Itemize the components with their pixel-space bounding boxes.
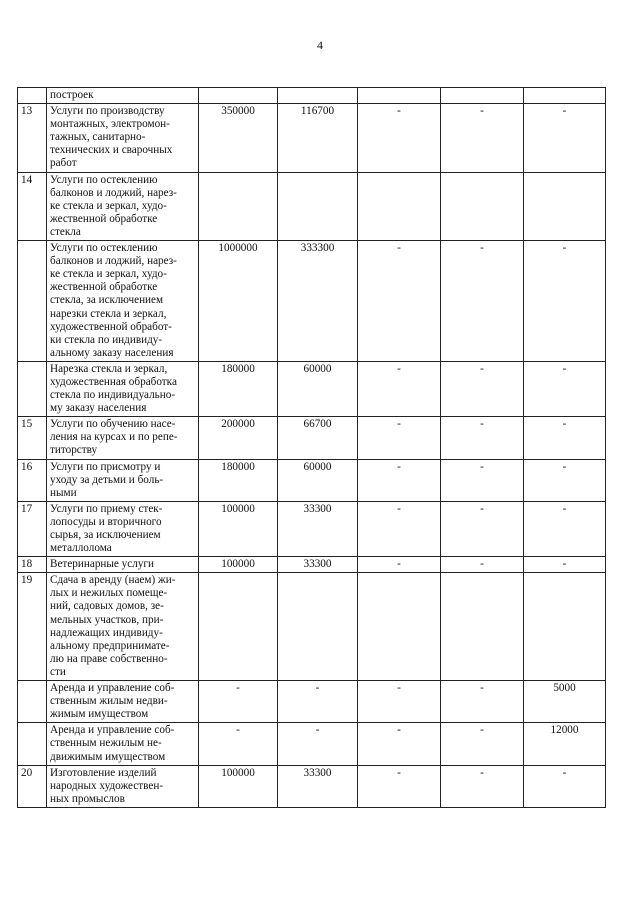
value-cell-3: - [358, 557, 441, 573]
row-number: 17 [18, 501, 47, 556]
value-cell-1: 180000 [199, 361, 278, 416]
service-name-line: технических и сварочных [50, 144, 173, 157]
service-name-line: жимым имуществом [50, 708, 149, 721]
service-name-line: движимым имуществом [50, 750, 166, 763]
service-name-line: Услуги по остеклению [50, 242, 158, 255]
value-cell-3 [358, 172, 441, 240]
service-name [47, 417, 199, 459]
service-name-line: лопосуды и вторичного [50, 515, 162, 528]
value-cell-3: - [358, 361, 441, 416]
row-number [18, 241, 47, 362]
value-cell-1: 350000 [199, 104, 278, 172]
service-name-line: монтажных, электромон- [50, 118, 170, 131]
service-name-line: ки стекла по индивиду- [50, 333, 163, 346]
service-name-line: ления на курсах и по репе- [50, 431, 178, 444]
service-name-line: надлежащих индивиду- [50, 626, 163, 639]
service-name-line: художественной обработ- [50, 320, 172, 333]
tariff-table [17, 87, 606, 808]
row-number: 16 [18, 459, 47, 501]
value-cell-3 [358, 88, 441, 104]
service-name-line: сти [50, 665, 66, 678]
value-cell-4: - [441, 501, 524, 556]
value-cell-3: - [358, 681, 441, 723]
service-name-line: альному предпринимате- [50, 639, 170, 652]
service-name-line: уходу за детьми и боль- [50, 473, 164, 486]
value-cell-2: 33300 [278, 765, 358, 807]
value-cell-2 [278, 172, 358, 240]
value-cell-2: 333300 [278, 241, 358, 362]
service-name [47, 501, 199, 556]
value-cell-5: 12000 [524, 723, 606, 765]
value-cell-3 [358, 573, 441, 681]
row-number: 14 [18, 172, 47, 240]
value-cell-4 [441, 573, 524, 681]
service-name-line: ке стекла и зеркал, худо- [50, 199, 167, 212]
service-name-line: ке стекла и зеркал, худо- [50, 268, 167, 281]
value-cell-1: 1000000 [199, 241, 278, 362]
service-name-line: Аренда и управление соб- [50, 682, 175, 695]
value-cell-4: - [441, 681, 524, 723]
service-name-line: сырья, за исключением [50, 529, 161, 541]
value-cell-5: - [524, 501, 606, 556]
value-cell-5 [524, 88, 606, 104]
value-cell-3: - [358, 104, 441, 172]
value-cell-5: - [524, 557, 606, 573]
service-name [47, 104, 199, 172]
value-cell-5 [524, 172, 606, 240]
value-cell-5: - [524, 765, 606, 807]
service-name-line: ными [50, 486, 77, 499]
service-name-line: ственным нежилым не- [50, 737, 162, 750]
row-number: 19 [18, 573, 47, 681]
service-name-line: металлолома [50, 542, 112, 555]
value-cell-2: 33300 [278, 557, 358, 573]
service-name-line: альному заказу населения [50, 346, 174, 359]
service-name-line: Ветеринарные услуги [50, 558, 154, 571]
value-cell-1: 180000 [199, 459, 278, 501]
service-name-line: жественной обработке [50, 281, 158, 294]
service-name-line: балконов и лоджий, нарез- [50, 255, 177, 268]
service-name [47, 573, 199, 681]
service-name-line: Нарезка стекла и зеркал, [50, 362, 168, 375]
value-cell-5: - [524, 459, 606, 501]
value-cell-2: 66700 [278, 417, 358, 459]
service-name-line: нарезки стекла и зеркал, [50, 307, 167, 320]
service-name-line: мельных участков, при- [50, 613, 164, 626]
value-cell-2: - [278, 723, 358, 765]
value-cell-2 [278, 573, 358, 681]
value-cell-5: - [524, 104, 606, 172]
value-cell-1: 100000 [199, 765, 278, 807]
value-cell-3: - [358, 459, 441, 501]
service-name-line: построек [50, 89, 94, 101]
row-number [18, 88, 47, 104]
value-cell-2 [278, 88, 358, 104]
row-number [18, 723, 47, 765]
value-cell-1: 200000 [199, 417, 278, 459]
service-name-line: му заказу населения [50, 402, 147, 415]
value-cell-4 [441, 172, 524, 240]
table-row [18, 241, 606, 362]
value-cell-4: - [441, 417, 524, 459]
value-cell-4: - [441, 459, 524, 501]
table-body [18, 88, 606, 808]
service-name [47, 88, 199, 104]
service-name-line: художественная обработка [50, 375, 177, 388]
service-name [47, 681, 199, 723]
service-name [47, 361, 199, 416]
service-name-line: титорству [50, 444, 98, 457]
service-name [47, 241, 199, 362]
service-name-line: жественной обработке [50, 212, 158, 225]
table-row [18, 104, 606, 172]
value-cell-2: 116700 [278, 104, 358, 172]
value-cell-4: - [441, 241, 524, 362]
table-row [18, 501, 606, 556]
value-cell-1 [199, 172, 278, 240]
table-row [18, 417, 606, 459]
service-name [47, 557, 199, 573]
value-cell-4: - [441, 104, 524, 172]
service-name-line: Услуги по приему стек- [50, 502, 163, 515]
row-number: 18 [18, 557, 47, 573]
value-cell-2: 60000 [278, 361, 358, 416]
service-name-line: народных художествен- [50, 779, 164, 792]
table-row [18, 573, 606, 681]
service-name-line: Услуги по обучению насе- [50, 418, 176, 431]
service-name [47, 765, 199, 807]
service-name-line: стекла [50, 225, 81, 238]
value-cell-2: 60000 [278, 459, 358, 501]
table-row [18, 172, 606, 240]
service-name-line: стекла, за исключением [50, 294, 164, 307]
service-name-line: ных промыслов [50, 792, 125, 805]
value-cell-4: - [441, 765, 524, 807]
value-cell-3: - [358, 501, 441, 556]
value-cell-4: - [441, 557, 524, 573]
value-cell-5: - [524, 417, 606, 459]
service-name-line: ственным жилым недви- [50, 695, 168, 708]
table-row [18, 88, 606, 104]
service-name-line: Услуги по присмотру и [50, 460, 161, 473]
value-cell-1: - [199, 681, 278, 723]
table-row [18, 681, 606, 723]
table-row [18, 557, 606, 573]
value-cell-5: 5000 [524, 681, 606, 723]
value-cell-5: - [524, 241, 606, 362]
table-row [18, 765, 606, 807]
row-number: 20 [18, 765, 47, 807]
service-name-line: Услуги по производству [50, 105, 165, 118]
value-cell-1: 100000 [199, 501, 278, 556]
service-name-line: лых и нежилых помеще- [50, 587, 168, 600]
value-cell-5 [524, 573, 606, 681]
service-name-line: тажных, санитарно- [50, 131, 146, 144]
row-number: 13 [18, 104, 47, 172]
row-number [18, 681, 47, 723]
value-cell-2: 33300 [278, 501, 358, 556]
row-number [18, 361, 47, 416]
row-number: 15 [18, 417, 47, 459]
service-name [47, 723, 199, 765]
service-name-line: стекла по индивидуально- [50, 389, 176, 402]
table-row [18, 361, 606, 416]
service-name-line: балконов и лоджий, нарез- [50, 186, 177, 199]
value-cell-3: - [358, 417, 441, 459]
value-cell-5: - [524, 361, 606, 416]
value-cell-4 [441, 88, 524, 104]
value-cell-3: - [358, 765, 441, 807]
service-name-line: работ [50, 157, 77, 170]
table-row [18, 459, 606, 501]
value-cell-1 [199, 88, 278, 104]
value-cell-4: - [441, 361, 524, 416]
service-name [47, 459, 199, 501]
value-cell-1 [199, 573, 278, 681]
value-cell-2: - [278, 681, 358, 723]
value-cell-3: - [358, 723, 441, 765]
service-name-line: Сдача в аренду (наем) жи- [50, 574, 176, 587]
value-cell-1: - [199, 723, 278, 765]
service-name-line: Изготовление изделий [50, 766, 157, 779]
service-name-line: Аренда и управление соб- [50, 724, 175, 737]
page-number: 4 [317, 38, 323, 52]
service-name-line: Услуги по остеклению [50, 173, 158, 186]
value-cell-3: - [358, 241, 441, 362]
service-name-line: ний, садовых домов, зе- [50, 600, 164, 613]
service-name [47, 172, 199, 240]
value-cell-1: 100000 [199, 557, 278, 573]
value-cell-4: - [441, 723, 524, 765]
table-row [18, 723, 606, 765]
service-name-line: лю на праве собственно- [50, 652, 168, 665]
